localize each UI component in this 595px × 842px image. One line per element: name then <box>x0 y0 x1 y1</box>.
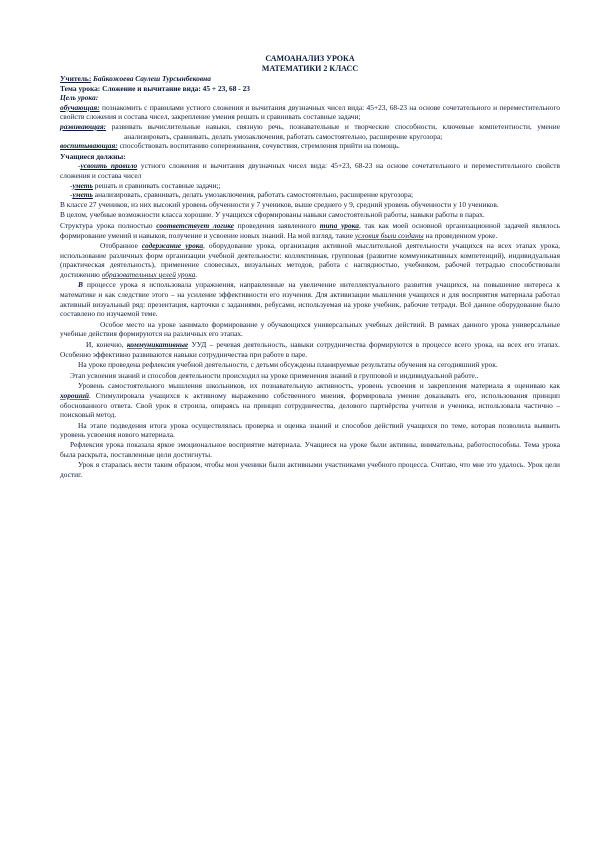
structure-paragraph: Структура урока полностью соответствует логике проведения заявленного типа урока, так как моей основной организационной задачей являлось формирование умений и навыков, получение и усвоение новых знаний. На мой взгляд, такие условия были созданы на проведенном уроке. <box>60 220 561 240</box>
teacher-label: Учитель: <box>60 74 92 83</box>
requirement-item: -уметь анализировать, сравнивать, делать умозаключения, работать самостоятельно, расширение кругозора; <box>70 190 414 200</box>
goal-text: познакомить с правилами устного сложения и вычитания двузначных чисел вида: 45+23, 68-23 на основе сочетательного и переместительного свойств сложения и состава чисел, закрепление умения решать и сравнивать составные задачи; <box>60 102 560 122</box>
goal-label: развивающая: <box>60 121 107 131</box>
requirement-item: -усвоить правило устного сложения и вычитания двузначных чисел вида: 45+23, 68-23 на основе сочетательного и переместительного свойств сложения и состава чисел <box>60 161 560 180</box>
document-page <box>60 54 560 479</box>
teacher-line <box>60 74 560 84</box>
goal-label: обучающая: <box>60 102 100 112</box>
topic-line <box>60 84 560 94</box>
goal-text: развивать вычислительные навыки, связную речь, познавательные и творческие способности, ключевые компетентности, умение анализировать, сравнивать, делать умозаключения, работать самостоятельно, расширение кругозора; <box>106 121 560 141</box>
requirement-item: -уметь решать и сравнивать составные задачи;; <box>70 180 221 190</box>
document-subtitle: МАТЕМАТИКИ 2 КЛАСС <box>261 64 359 73</box>
goal-developing <box>60 122 560 141</box>
class-paragraph: В классе 27 учеников, из них высокий уровень обученности у 7 учеников, выше среднего у 9, средний уровень обученности у 10 учеников. <box>60 199 499 209</box>
topic-text: Сложение и вычитание вида: 45 + 23, 68 - 23 <box>102 83 250 93</box>
process-paragraph: В процессе урока я использовала упражнения, направленные на увеличение интеллектуального развития учащихся, на повышение интереса к математике и как следствие этого – на усиление эффективности его изучения. Для активизации мышления учащихся и для восприятия материала работал активный визуальный ряд: презентация, карточки с заданиями, ребусами, используемая на уроке учебник, рабочие тетради. Всё данное оборудование было составлено по изучаемой теме. <box>60 280 560 319</box>
closing-paragraph: Урок я старалась вести таким образом, чтобы мои ученики были активными участниками учебного процесса. Считаю, что мне это удалось. Урок цели достиг. <box>60 460 560 479</box>
communicative-paragraph: И, конечно, коммуникативные УУД – речевая деятельность, навыки сотрудничества формируются в процессе всего урока, на всех его этапах. Особенно эффективно развиваются навыки сотрудничества при работе в паре. <box>60 340 560 359</box>
reflection-result-paragraph: Рефлексия урока показала яркое эмоциональное восприятие материала. Учащиеся на уроке были активны, внимательны, работоспособны. Тема урока была раскрыта, поставленные цели достигнуты. <box>60 439 560 459</box>
goal-label: воспитывающая: <box>60 141 118 151</box>
document-title: САМОАНАЛИЗ УРОКА <box>265 54 355 63</box>
special-paragraph: Особое место на уроке занимало формирование у обучающихся универсальных учебных действий. В рамках данного урока универсальные учебные действия формируются на различных его этапах. <box>60 319 560 339</box>
abilities-paragraph: В целом, учебные возможности класса хорошие. У учащихся сформированы навыки самостоятельной работы, навыки работы в парах. <box>60 210 485 220</box>
stage-paragraph: Этап усвоения знаний и способов деятельности происходил на уроке применения знаний в групповой и индивидуальной работе.. <box>70 370 479 380</box>
topic-label: Тема урока: <box>60 83 101 93</box>
teacher-name: Байкожоева Саулеш Турсынбековна <box>93 74 211 83</box>
summary-paragraph: На этапе подведения итога урока осуществлялась проверка и оценка знаний и способов действий учащихся по теме, которая позволила выявить уровень усвоения нового материала. <box>60 420 560 440</box>
content-paragraph: Отобранное содержание урока, оборудование урока, организация активной мыслительной деятельности учащихся на всех этапах урока, использование различных форм организации учебной деятельности: коллективная, групповая (развитие коммуникативных компетенций), индивидуальная (практическая деятельность), применение словесных, визуальных методов, работа с наглядностью, учебником, рабочей тетрадью способствовали достижению образовательных целей урока. <box>60 241 560 279</box>
students-heading: Учащиеся должны: <box>60 151 126 161</box>
goals-heading: Цель урока: <box>60 93 99 103</box>
level-paragraph: Уровень самостоятельного мышления школьников, их познавательную активность, уровень усвоения и закрепления материала я оцениваю как хороший. Стимулировала учащихся к активному выражению собственного мнения, формировала умение доказывать его, использования принцип обоснованного ответа. Свой урок я строила, опираясь на принцип сотрудничества, делового партнёрства учителя и ученика, использовала частично – поисковый метод. <box>60 381 560 420</box>
goal-educational <box>60 103 560 122</box>
goal-upbringing <box>60 141 560 151</box>
goal-text: способствовать воспитанию сопереживания, сочувствия, стремления прийти на помощь. <box>117 141 400 151</box>
reflection-paragraph: На уроке проведена рефлексия учебной деятельности, с детьми обсуждены планируемые результаты обучения на сегодняшний урок. <box>78 360 498 370</box>
